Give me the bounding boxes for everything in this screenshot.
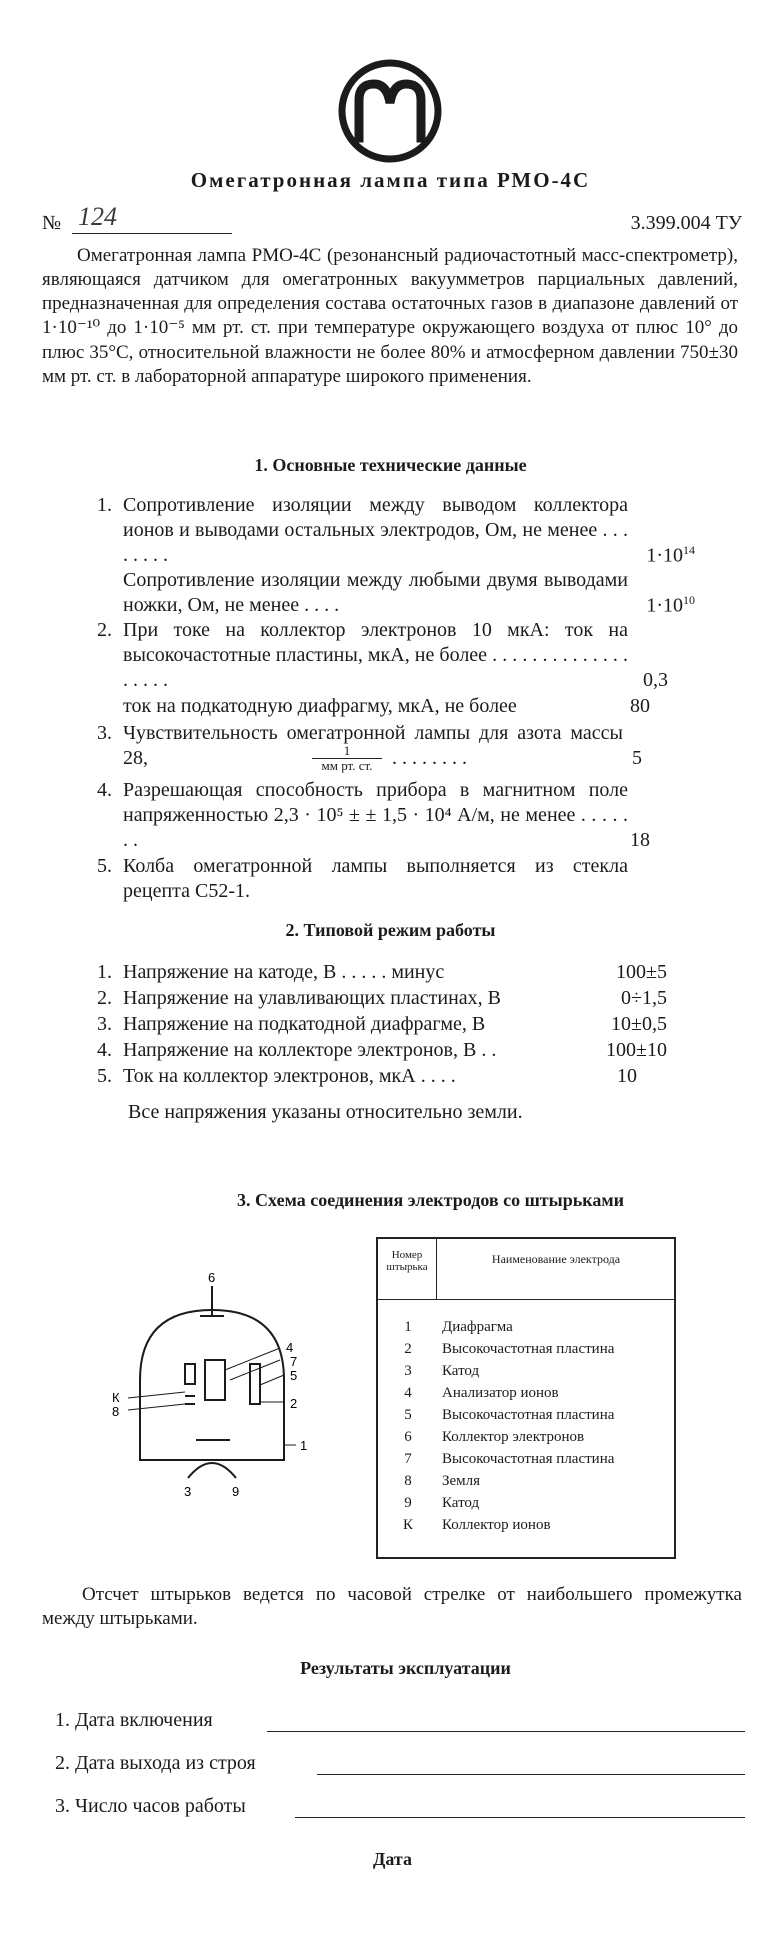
pin-label: 9 [232, 1484, 240, 1499]
table-header-pin: Номер штырька [386, 1249, 428, 1274]
pin-label: 7 [290, 1354, 298, 1369]
intro-paragraph: Омегатронная лампа РМО-4С (резонансный радиочастотный масс-спектрометр), являющаяся датчиком для омегатронных вакуумметров парциальных давлений, предназначенная для определения состава остаточных газов в диапазоне давлений от 1·10⁻¹⁰ до 1·10⁻⁵ мм рт. ст. при температуре окружающего воздуха от плюс 10° до плюс 35°С, относительной влажности не более 80% и атмосферном давлении 750±30 мм рт. ст. в лабораторной аппаратуре широкого применения. [42, 245, 738, 387]
spec-number: 2. [97, 619, 112, 641]
pin-label: К [112, 1390, 120, 1405]
pin-label: 2 [290, 1396, 298, 1411]
unit-fraction: 1 мм рт. ст. [312, 744, 382, 774]
voltage-note: Все напряжения указаны относительно земли. [128, 1101, 523, 1123]
spec-text: Колба омегатронной лампы выполняется из стекла рецепта С52-1. [123, 855, 628, 902]
electrode-diagram [100, 1260, 320, 1510]
electrode-table: Номер штырька Наименование электрода 1 Диафрагма 2 Высокочастотная пластина 3 Катод 4 Анализатор ионов 5 Высокочастотная пластина 6 Коллектор электронов 7 Высокочастотная пластина 8 Земля 9 Катод К Коллектор ионов [376, 1237, 676, 1559]
pin-label: 4 [286, 1340, 294, 1355]
spec-value: $1\cdot 10^{14}$ [646, 543, 695, 567]
section2-heading: 2. Типовой режим работы [285, 920, 496, 940]
number-underline [72, 233, 232, 234]
result-row-hours: 3. Число часов работы [55, 1794, 745, 1822]
spec-text: Разрешающая способность прибора в магнитном поле напряженностью 2,3 · 10⁵ ± ± 1,5 · 10⁴ А/м, не менее . . . . . . . [123, 779, 628, 851]
spec-text: При токе на коллектор электронов 10 мкА: ток на высокочастотные пластины, мкА, не более . . . . . . . . . . . . . . . . . . . [123, 619, 628, 691]
document-title: Омегатронная лампа типа РМО-4С [190, 168, 591, 192]
manufacturer-logo-icon [337, 58, 443, 164]
pin-label: 3 [184, 1484, 192, 1499]
table-header [378, 1239, 674, 1300]
section3-heading: 3. Схема соединения электродов со штырьками [237, 1190, 624, 1210]
spec-text: Чувствительность омегатронной лампы для азота массы 28, [123, 722, 623, 769]
spec-number: 1. [97, 494, 112, 516]
leader-dots: . . . . . . . . [392, 747, 467, 769]
serial-number: 124 [78, 202, 117, 231]
results-heading: Результаты эксплуатации [300, 1658, 511, 1678]
tu-code: 3.399.004 ТУ [630, 212, 742, 234]
result-row-date-on: 1. Дата включения [55, 1708, 745, 1736]
table-header-name: Наименование электрода [491, 1252, 621, 1266]
spec-value: 80 [630, 695, 650, 717]
section1-heading: 1. Основные технические данные [254, 455, 527, 475]
spec-text: Сопротивление изоляции между выводом коллектора ионов и выводами остальных электродов, Ом, не менее . . . . . . . . [123, 494, 628, 566]
spec-text: ток на подкатодную диафрагму, мкА, не более [123, 695, 517, 717]
number-label: № [42, 212, 62, 234]
number-row [42, 202, 742, 237]
document-page: Омегатронная лампа типа РМО-4С № 124 3.399.004 ТУ Омегатронная лампа РМО-4С (резонансный радиочастотный масс-спектрометр), являющаяся датчиком для омегатронных вакуумметров парциальных давлений, предназначенная для определения состава остаточных газов в диапазоне давлений от 1·10⁻¹⁰ до 1·10⁻⁵ мм рт. ст. при температуре окружающего воздуха от плюс 10° до плюс 35°С, относительной влажности не более 80% и атмосферном давлении 750±30 мм рт. ст. в лабораторной аппаратуре широкого применения. 1. Основные технические данные 1. Сопротивление изоляции между выводом коллектора ионов и выводами остальных электродов, Ом, не менее . . . . . . . . $1\cdot 10^{14}$ Сопротивление изоляции между любыми двумя выводами ножки, Ом, не менее . . . . $1\cdot 10^{10}$ 2. При токе на коллектор электронов 10 мкА: ток на высокочастотные пластины, мкА, не более . . . . . . . . . . . . . . . . . . . 0,3 ток на подкатодную диафрагму, мкА, не более 80 3. Чувствительность омегатронной лампы для азота массы 28, 1 мм рт. ст. . . . . . . . . 5 4. Разрешающая способность прибора в магнитном поле напряженностью 2,3 · 10⁵ ± ± 1,5 · 10⁴ А/м, не менее . . . . . . . 18 5. Колба омегатронной лампы выполняется из стекла рецепта С52-1. 2. Типовой режим работы 1. Напряжение на катоде, В . . . . . минус 100±5 2. Напряжение на улавливающих пластинах, В 0÷1,5 3. Напряжение на подкатодной диафрагме, В 10±0,5 4. Напряжение на коллекторе электронов, В . . 100±10 5. Ток на коллектор электронов, мкА . . . . 10 Все напряжения указаны относительно земли. 3. Схема соединения электродов со штырьками 6 К 8 4 7 5 2 1 3 9 Номер штырька Наименование электрода 1 Диафрагма 2 Высокочастотная пластина 3 Катод 4 Анализатор ионов 5 Высокочастотная пластина 6 Коллектор электронов 7 Высокочастотная пластина 8 Земля 9 Катод К Коллектор ионов Отсчет штырьков ведется по часовой стрелке от наибольшего промежутка между штырьками. Результаты эксплуатации 1. Дата включения 2. Дата выхода из строя 3. Число часов работы Дата [0, 0, 781, 1936]
spec-value: 18 [630, 829, 650, 851]
pin-label: 8 [112, 1404, 120, 1419]
result-row-date-failure: 2. Дата выхода из строя [55, 1751, 745, 1779]
pin-order-note: Отсчет штырьков ведется по часовой стрелке от наибольшего промежутка между штырьками. [42, 1584, 742, 1629]
spec-number: 4. [97, 779, 112, 801]
pin-label: 5 [290, 1368, 298, 1383]
spec-value: 5 [632, 747, 642, 769]
spec-value: 0,3 [643, 669, 668, 691]
spec-number: 3. [97, 722, 112, 744]
pin-label: 6 [208, 1270, 216, 1285]
spec-text: Сопротивление изоляции между любыми двумя выводами ножки, Ом, не менее . . . . [123, 569, 628, 616]
spec-value: $1\cdot 10^{10}$ [646, 593, 695, 617]
date-label: Дата [373, 1849, 412, 1869]
pin-label: 1 [300, 1438, 308, 1453]
spec-number: 5. [97, 855, 112, 877]
